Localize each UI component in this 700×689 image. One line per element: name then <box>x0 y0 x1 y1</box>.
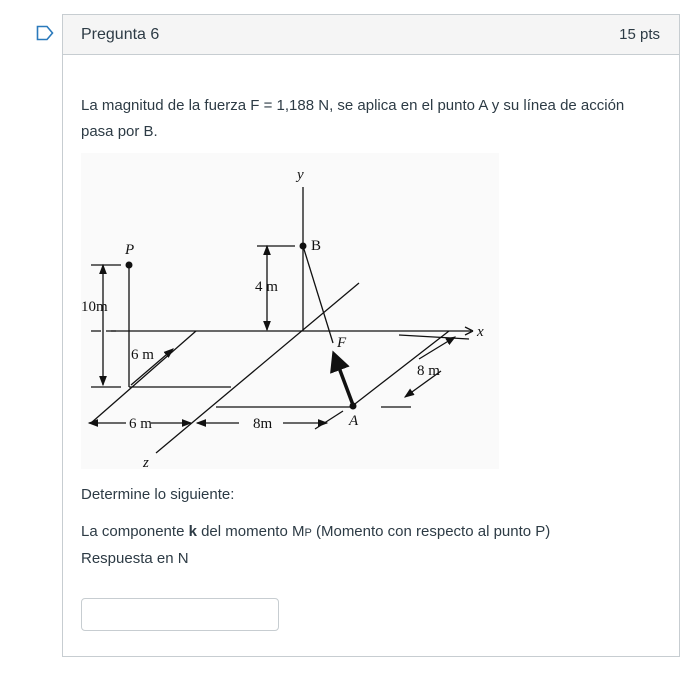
question-figure <box>81 153 499 469</box>
answer-unit-text: Respuesta en N <box>81 550 189 567</box>
label-dim-6m-top: 6 m <box>131 347 154 363</box>
label-point-b: B <box>311 238 322 254</box>
question-points: 15 pts <box>619 26 660 43</box>
question-title: Pregunta 6 <box>81 25 160 43</box>
point-b-marker <box>300 243 307 250</box>
component-mid: del momento M <box>196 523 305 540</box>
label-point-a: A <box>349 413 359 429</box>
component-k: k <box>188 523 197 540</box>
flag-question-icon[interactable] <box>36 25 54 41</box>
point-p-marker <box>126 262 133 269</box>
force-arrow <box>335 357 353 405</box>
component-prompt <box>81 519 641 572</box>
label-dim-4m: 4 m <box>255 279 278 295</box>
label-dim-8m-right: 8 m <box>417 363 440 379</box>
label-x-axis: x <box>477 324 484 340</box>
question-header <box>63 15 679 55</box>
label-dim-6m-bottom: 6 m <box>129 416 152 432</box>
question-card <box>62 14 680 657</box>
answer-input[interactable] <box>81 598 279 631</box>
label-point-p: P <box>125 242 135 258</box>
component-sub: P <box>304 527 312 539</box>
component-suffix: (Momento con respecto al punto P) <box>311 523 551 540</box>
label-z-axis: z <box>143 455 149 469</box>
component-prefix: La componente <box>81 523 189 540</box>
label-force: F <box>337 335 347 351</box>
point-a-marker <box>350 403 357 410</box>
statics-diagram <box>81 153 499 469</box>
determine-text: Determine lo siguiente: <box>81 486 235 503</box>
label-y-axis: y <box>297 167 304 183</box>
question-statement: La magnitud de la fuerza F = 1,188 N, se aplica en el punto A y su línea de acción pasa por B. <box>81 97 625 140</box>
label-dim-10m: 10m <box>81 299 108 315</box>
label-dim-8m-bottom: 8m <box>253 416 273 432</box>
